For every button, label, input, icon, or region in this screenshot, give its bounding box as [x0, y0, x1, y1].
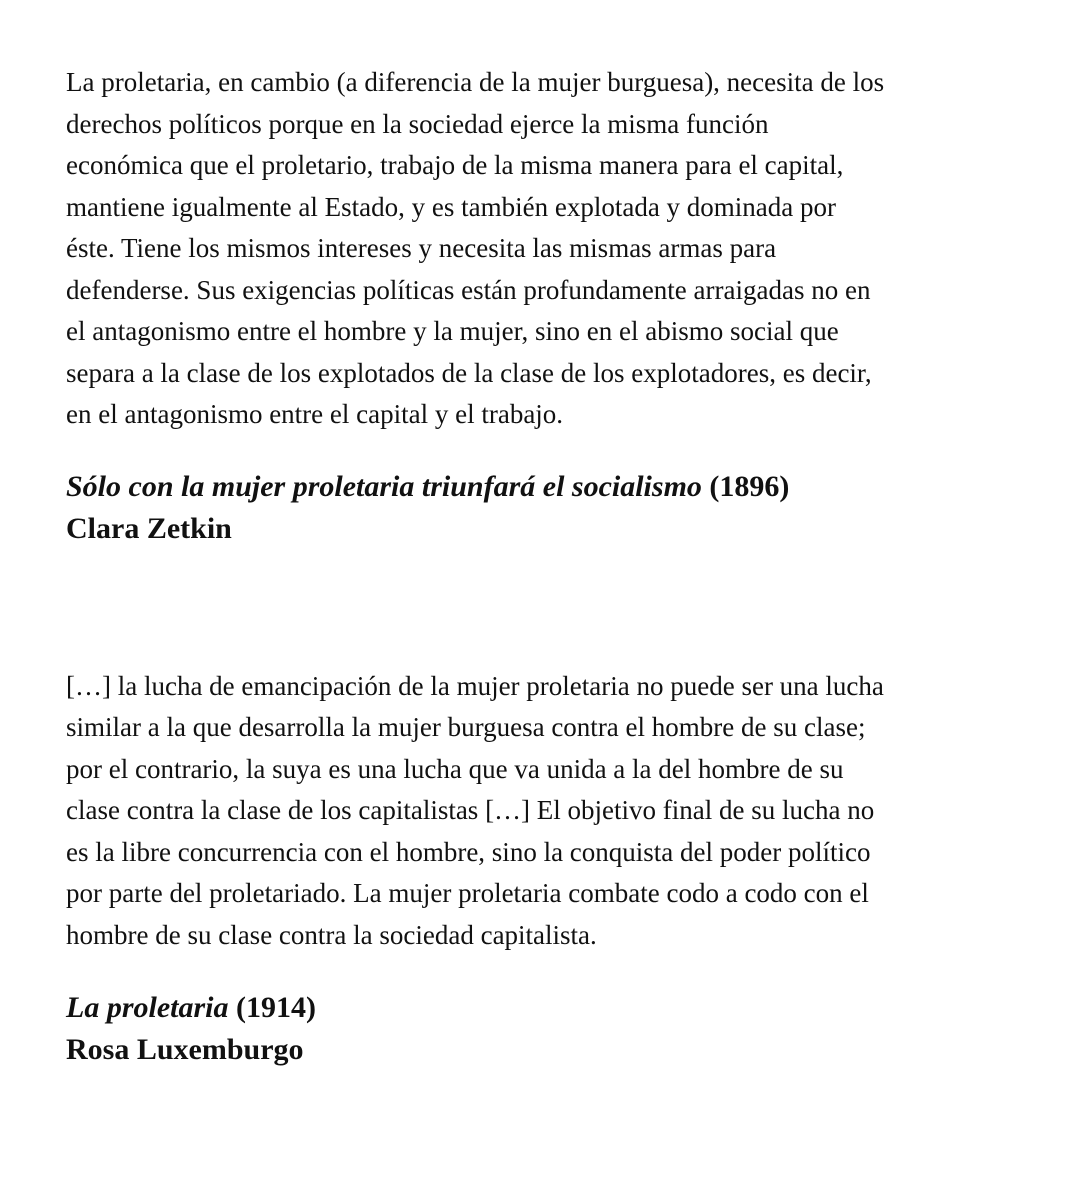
- document-page: [66, 62, 1026, 1071]
- source-year: (1896): [701, 469, 790, 503]
- quote-line: por el contrario, la suya es una lucha que va unida a la del hombre de su: [66, 753, 844, 784]
- quote-line: en el antagonismo entre el capital y el trabajo.: [66, 399, 564, 429]
- quote-line: éste. Tiene los mismos intereses y necesita las mismas armas para: [66, 233, 777, 263]
- quote-line: clase contra la clase de los capitalistas […] El objetivo final de su lucha no: [66, 795, 875, 825]
- source-year: (1914): [228, 991, 316, 1024]
- citation-luxemburgo: [66, 987, 1026, 1071]
- quote-line: derechos políticos porque en la sociedad ejerce la misma función: [66, 108, 769, 139]
- quote-line: defenderse. Sus exigencias políticas están profundamente arraigadas no en: [66, 274, 871, 305]
- author-name: Clara Zetkin: [66, 511, 232, 545]
- quote-line: La proletaria, en cambio (a diferencia de la mujer burguesa), necesita de los: [66, 67, 885, 97]
- citation-zetkin: [66, 466, 1026, 550]
- quote-line: […] la lucha de emancipación de la mujer proletaria no puede ser una lucha: [66, 670, 884, 701]
- quote-line: separa a la clase de los explotados de la clase de los explotadores, es decir,: [66, 357, 872, 388]
- quote-line: por parte del proletariado. La mujer proletaria combate codo a codo con el: [66, 878, 869, 908]
- quote-line: mantiene igualmente al Estado, y es también explotada y dominada por: [66, 191, 837, 222]
- quote-luxemburgo: [66, 666, 1026, 957]
- source-title: Sólo con la mujer proletaria triunfará el socialismo: [66, 469, 702, 503]
- source-title: La proletaria: [66, 991, 229, 1024]
- quote-line: económica que el proletario, trabajo de la misma manera para el capital,: [66, 150, 844, 180]
- quote-line: hombre de su clase contra la sociedad capitalista.: [66, 919, 597, 950]
- quote-line: el antagonismo entre el hombre y la mujer, sino en el abismo social que: [66, 316, 839, 346]
- quote-line: similar a la que desarrolla la mujer burguesa contra el hombre de su clase;: [66, 712, 866, 742]
- author-name: Rosa Luxemburgo: [66, 1033, 304, 1066]
- quote-line: es la libre concurrencia con el hombre, sino la conquista del poder político: [66, 836, 871, 867]
- quote-zetkin: [66, 62, 1026, 436]
